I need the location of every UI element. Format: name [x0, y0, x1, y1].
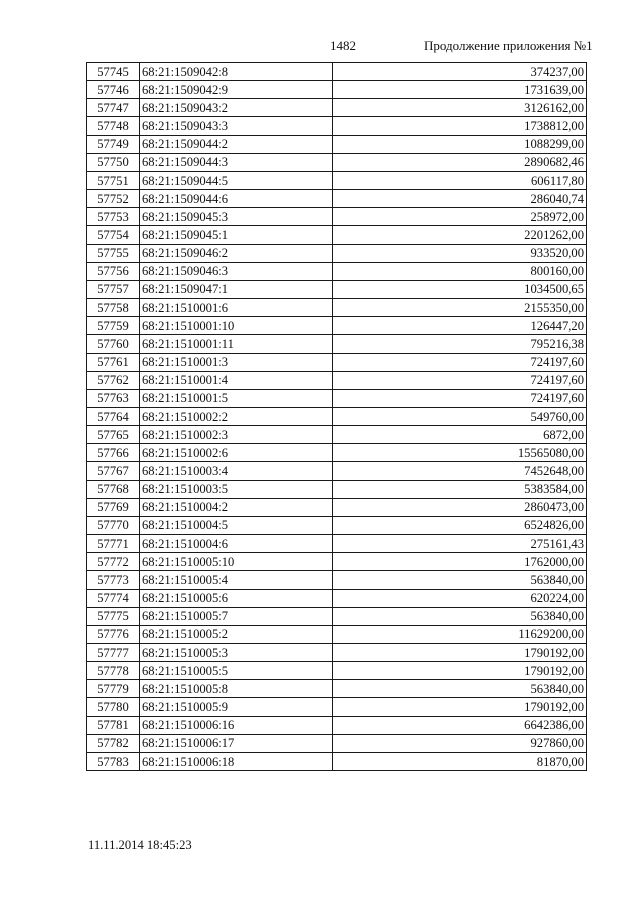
row-number: 57753: [87, 208, 140, 226]
table-row: [87, 262, 587, 280]
cadastral-number: 68:21:1510001:5: [140, 389, 333, 407]
cadastral-number: 68:21:1510005:6: [140, 589, 333, 607]
row-number: 57763: [87, 389, 140, 407]
cadastral-number: 68:21:1509044:5: [140, 171, 333, 189]
cadastral-value-table: [86, 62, 587, 771]
table-row: [87, 190, 587, 208]
row-number: 57746: [87, 81, 140, 99]
cadastral-value: 275161,43: [333, 535, 587, 553]
cadastral-number: 68:21:1509044:6: [140, 190, 333, 208]
page-number: 1482: [330, 38, 356, 53]
cadastral-number: 68:21:1510001:10: [140, 317, 333, 335]
cadastral-number: 68:21:1509043:3: [140, 117, 333, 135]
table-row: [87, 516, 587, 534]
cadastral-number: 68:21:1510001:3: [140, 353, 333, 371]
cadastral-number: 68:21:1509044:3: [140, 153, 333, 171]
cadastral-value: 606117,80: [333, 171, 587, 189]
row-number: 57765: [87, 426, 140, 444]
cadastral-value: 724197,60: [333, 371, 587, 389]
cadastral-number: 68:21:1509042:8: [140, 63, 333, 81]
row-number: 57769: [87, 498, 140, 516]
row-number: 57761: [87, 353, 140, 371]
table-row: [87, 226, 587, 244]
table-row: [87, 99, 587, 117]
table-row: [87, 117, 587, 135]
cadastral-value: 1034500,65: [333, 280, 587, 298]
cadastral-number: 68:21:1510001:6: [140, 299, 333, 317]
cadastral-number: 68:21:1510006:17: [140, 734, 333, 752]
cadastral-number: 68:21:1509046:3: [140, 262, 333, 280]
table-row: [87, 244, 587, 262]
cadastral-value: 1731639,00: [333, 81, 587, 99]
cadastral-number: 68:21:1509043:2: [140, 99, 333, 117]
row-number: 57780: [87, 698, 140, 716]
cadastral-number: 68:21:1510005:10: [140, 553, 333, 571]
table-row: [87, 153, 587, 171]
table-row: [87, 480, 587, 498]
cadastral-value: 5383584,00: [333, 480, 587, 498]
row-number: 57776: [87, 625, 140, 643]
cadastral-number: 68:21:1510001:11: [140, 335, 333, 353]
cadastral-number: 68:21:1510003:4: [140, 462, 333, 480]
table-row: [87, 734, 587, 752]
cadastral-number: 68:21:1509044:2: [140, 135, 333, 153]
table-row: [87, 63, 587, 81]
row-number: 57782: [87, 734, 140, 752]
row-number: 57781: [87, 716, 140, 734]
continuation-heading: Продолжение приложения №1: [424, 38, 593, 53]
table-row: [87, 335, 587, 353]
table-row: [87, 426, 587, 444]
cadastral-value: 6524826,00: [333, 516, 587, 534]
cadastral-value: 1738812,00: [333, 117, 587, 135]
table-row: [87, 299, 587, 317]
table-row: [87, 208, 587, 226]
cadastral-number: 68:21:1510004:6: [140, 535, 333, 553]
row-number: 57751: [87, 171, 140, 189]
table-row: [87, 607, 587, 625]
cadastral-number: 68:21:1510005:2: [140, 625, 333, 643]
cadastral-number: 68:21:1510005:4: [140, 571, 333, 589]
cadastral-number: 68:21:1510002:6: [140, 444, 333, 462]
row-number: 57773: [87, 571, 140, 589]
cadastral-number: 68:21:1510002:3: [140, 426, 333, 444]
cadastral-value: 2890682,46: [333, 153, 587, 171]
table-row: [87, 553, 587, 571]
cadastral-value: 11629200,00: [333, 625, 587, 643]
row-number: 57779: [87, 680, 140, 698]
row-number: 57750: [87, 153, 140, 171]
cadastral-value: 795216,38: [333, 335, 587, 353]
cadastral-number: 68:21:1510003:5: [140, 480, 333, 498]
cadastral-number: 68:21:1510005:5: [140, 662, 333, 680]
cadastral-value: 126447,20: [333, 317, 587, 335]
cadastral-value: 549760,00: [333, 407, 587, 425]
row-number: 57762: [87, 371, 140, 389]
row-number: 57766: [87, 444, 140, 462]
row-number: 57754: [87, 226, 140, 244]
row-number: 57752: [87, 190, 140, 208]
table-row: [87, 716, 587, 734]
table-row: [87, 571, 587, 589]
cadastral-value: 1790192,00: [333, 698, 587, 716]
cadastral-number: 68:21:1509047:1: [140, 280, 333, 298]
cadastral-value: 1088299,00: [333, 135, 587, 153]
cadastral-value: 6642386,00: [333, 716, 587, 734]
cadastral-value: 286040,74: [333, 190, 587, 208]
cadastral-number: 68:21:1510004:2: [140, 498, 333, 516]
print-timestamp: 11.11.2014 18:45:23: [88, 838, 192, 852]
cadastral-number: 68:21:1510001:4: [140, 371, 333, 389]
cadastral-value: 374237,00: [333, 63, 587, 81]
row-number: 57768: [87, 480, 140, 498]
row-number: 57758: [87, 299, 140, 317]
cadastral-number: 68:21:1509045:1: [140, 226, 333, 244]
table-row: [87, 662, 587, 680]
table-row: [87, 353, 587, 371]
row-number: 57757: [87, 280, 140, 298]
row-number: 57759: [87, 317, 140, 335]
cadastral-value: 15565080,00: [333, 444, 587, 462]
table-row: [87, 535, 587, 553]
cadastral-number: 68:21:1510002:2: [140, 407, 333, 425]
table-body: [87, 63, 587, 771]
table-row: [87, 462, 587, 480]
cadastral-value: 258972,00: [333, 208, 587, 226]
table-row: [87, 171, 587, 189]
table-row: [87, 135, 587, 153]
table-row: [87, 317, 587, 335]
row-number: 57774: [87, 589, 140, 607]
cadastral-value: 563840,00: [333, 680, 587, 698]
table-row: [87, 280, 587, 298]
row-number: 57760: [87, 335, 140, 353]
table-row: [87, 752, 587, 770]
cadastral-value: 7452648,00: [333, 462, 587, 480]
row-number: 57770: [87, 516, 140, 534]
table-row: [87, 625, 587, 643]
cadastral-value: 620224,00: [333, 589, 587, 607]
table-row: [87, 389, 587, 407]
table-row: [87, 498, 587, 516]
cadastral-value: 2155350,00: [333, 299, 587, 317]
row-number: 57745: [87, 63, 140, 81]
cadastral-value: 800160,00: [333, 262, 587, 280]
table-row: [87, 444, 587, 462]
row-number: 57749: [87, 135, 140, 153]
row-number: 57756: [87, 262, 140, 280]
row-number: 57755: [87, 244, 140, 262]
row-number: 57772: [87, 553, 140, 571]
cadastral-number: 68:21:1510005:9: [140, 698, 333, 716]
cadastral-value: 563840,00: [333, 607, 587, 625]
table-row: [87, 644, 587, 662]
table-row: [87, 589, 587, 607]
cadastral-value: 2201262,00: [333, 226, 587, 244]
row-number: 57775: [87, 607, 140, 625]
table-row: [87, 371, 587, 389]
cadastral-number: 68:21:1510005:7: [140, 607, 333, 625]
cadastral-value: 2860473,00: [333, 498, 587, 516]
row-number: 57764: [87, 407, 140, 425]
cadastral-value: 6872,00: [333, 426, 587, 444]
cadastral-value: 1790192,00: [333, 644, 587, 662]
cadastral-number: 68:21:1509045:3: [140, 208, 333, 226]
table-row: [87, 407, 587, 425]
table-row: [87, 81, 587, 99]
row-number: 57771: [87, 535, 140, 553]
cadastral-value: 724197,60: [333, 389, 587, 407]
cadastral-value: 3126162,00: [333, 99, 587, 117]
cadastral-value: 927860,00: [333, 734, 587, 752]
cadastral-number: 68:21:1510005:8: [140, 680, 333, 698]
row-number: 57747: [87, 99, 140, 117]
cadastral-value: 724197,60: [333, 353, 587, 371]
cadastral-number: 68:21:1510006:18: [140, 752, 333, 770]
row-number: 57778: [87, 662, 140, 680]
cadastral-value: 1790192,00: [333, 662, 587, 680]
cadastral-number: 68:21:1510006:16: [140, 716, 333, 734]
cadastral-number: 68:21:1509046:2: [140, 244, 333, 262]
cadastral-value: 1762000,00: [333, 553, 587, 571]
cadastral-value: 563840,00: [333, 571, 587, 589]
table-row: [87, 698, 587, 716]
row-number: 57783: [87, 752, 140, 770]
cadastral-number: 68:21:1510004:5: [140, 516, 333, 534]
cadastral-number: 68:21:1510005:3: [140, 644, 333, 662]
row-number: 57748: [87, 117, 140, 135]
cadastral-value: 81870,00: [333, 752, 587, 770]
cadastral-number: 68:21:1509042:9: [140, 81, 333, 99]
row-number: 57777: [87, 644, 140, 662]
table-row: [87, 680, 587, 698]
cadastral-value: 933520,00: [333, 244, 587, 262]
row-number: 57767: [87, 462, 140, 480]
